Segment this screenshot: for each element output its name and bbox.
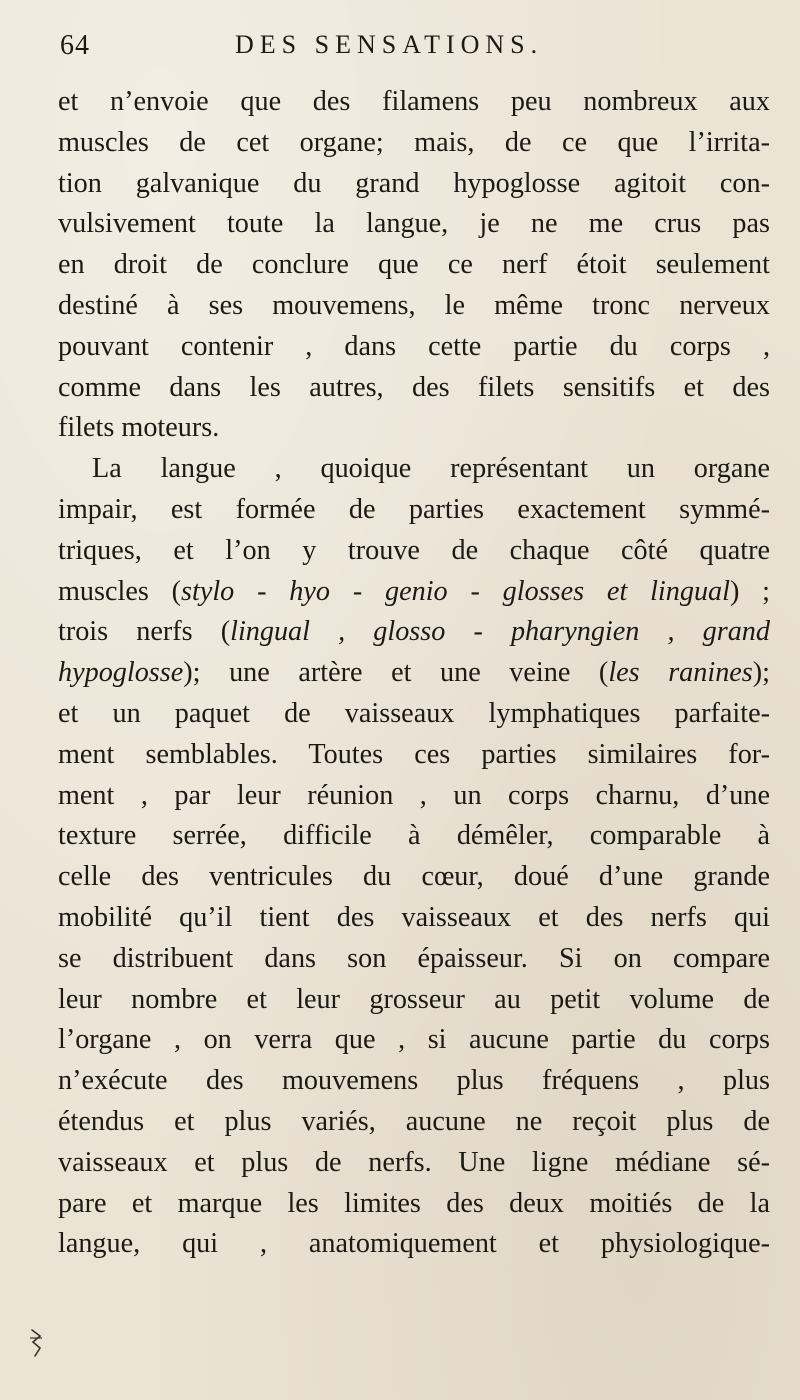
text-line: pouvant contenir , dans cette partie du corps , bbox=[58, 330, 770, 362]
text-line: celle des ventricules du cœur, doué d’une grande bbox=[58, 861, 770, 893]
italic-span: lingual , glosso - pharyngien , grand bbox=[230, 616, 770, 648]
body-text bbox=[58, 82, 770, 1265]
text-line: et un paquet de vaisseaux lymphatiques parfaite- bbox=[58, 697, 770, 729]
text-line bbox=[58, 572, 770, 613]
page-number: 64 bbox=[60, 30, 90, 61]
text-span: trois nerfs ( bbox=[58, 616, 231, 648]
text-span: ) ; bbox=[729, 575, 771, 607]
text-span: ); bbox=[752, 657, 770, 689]
italic-span: stylo - hyo - genio - glosses et lingual bbox=[181, 575, 730, 607]
text-span: muscles ( bbox=[58, 575, 182, 607]
page-header bbox=[60, 22, 760, 70]
text-line: ment semblables. Toutes ces parties similaires for- bbox=[58, 738, 770, 770]
text-line: texture serrée, difficile à démêler, comparable à bbox=[58, 820, 770, 852]
text-line: muscles de cet organe; mais, de ce que l’irrita- bbox=[58, 126, 770, 158]
text-line: ment , par leur réunion , un corps charnu, d’une bbox=[58, 779, 770, 811]
text-line: filets moteurs. bbox=[58, 412, 220, 444]
paragraph-start-line: La langue , quoique représentant un organe bbox=[92, 453, 770, 485]
text-line: impair, est formée de parties exactement symmé- bbox=[58, 493, 770, 525]
text-line: vaisseaux et plus de nerfs. Une ligne médiane sé- bbox=[58, 1146, 770, 1178]
text-line: leur nombre et leur grosseur au petit volume de bbox=[58, 983, 770, 1015]
text-line bbox=[58, 612, 770, 653]
text-span: ); une artère et une veine ( bbox=[183, 657, 609, 689]
text-line: et n’envoie que des filamens peu nombreux aux bbox=[58, 86, 770, 117]
text-line: triques, et l’on y trouve de chaque côté quatre bbox=[58, 534, 770, 566]
text-line: en droit de conclure que ce nerf étoit seulement bbox=[58, 249, 770, 281]
text-line: pare et marque les limites des deux moitiés de la bbox=[58, 1187, 770, 1219]
italic-span: les ranines bbox=[608, 657, 753, 689]
running-head: DES SENSATIONS. bbox=[235, 30, 544, 59]
text-line bbox=[58, 653, 770, 694]
text-line: comme dans les autres, des filets sensitifs et des bbox=[58, 371, 770, 403]
text-line: mobilité qu’il tient des vaisseaux et des nerfs qui bbox=[58, 901, 770, 933]
text-line: tion galvanique du grand hypoglosse agitoit con- bbox=[58, 167, 770, 199]
italic-span: hypoglosse bbox=[58, 657, 184, 689]
text-line: étendus et plus variés, aucune ne reçoit plus de bbox=[58, 1105, 770, 1137]
text-line: destiné à ses mouvemens, le même tronc nerveux bbox=[58, 289, 770, 321]
ink-mark-icon bbox=[28, 1326, 44, 1358]
text-line: langue, qui , anatomiquement et physiologique- bbox=[58, 1228, 770, 1260]
text-line: se distribuent dans son épaisseur. Si on compare bbox=[58, 942, 770, 974]
text-line: vulsivement toute la langue, je ne me crus pas bbox=[58, 208, 770, 240]
text-line: n’exécute des mouvemens plus fréquens , plus bbox=[58, 1065, 770, 1097]
text-line: l’organe , on verra que , si aucune partie du corps bbox=[58, 1024, 770, 1056]
